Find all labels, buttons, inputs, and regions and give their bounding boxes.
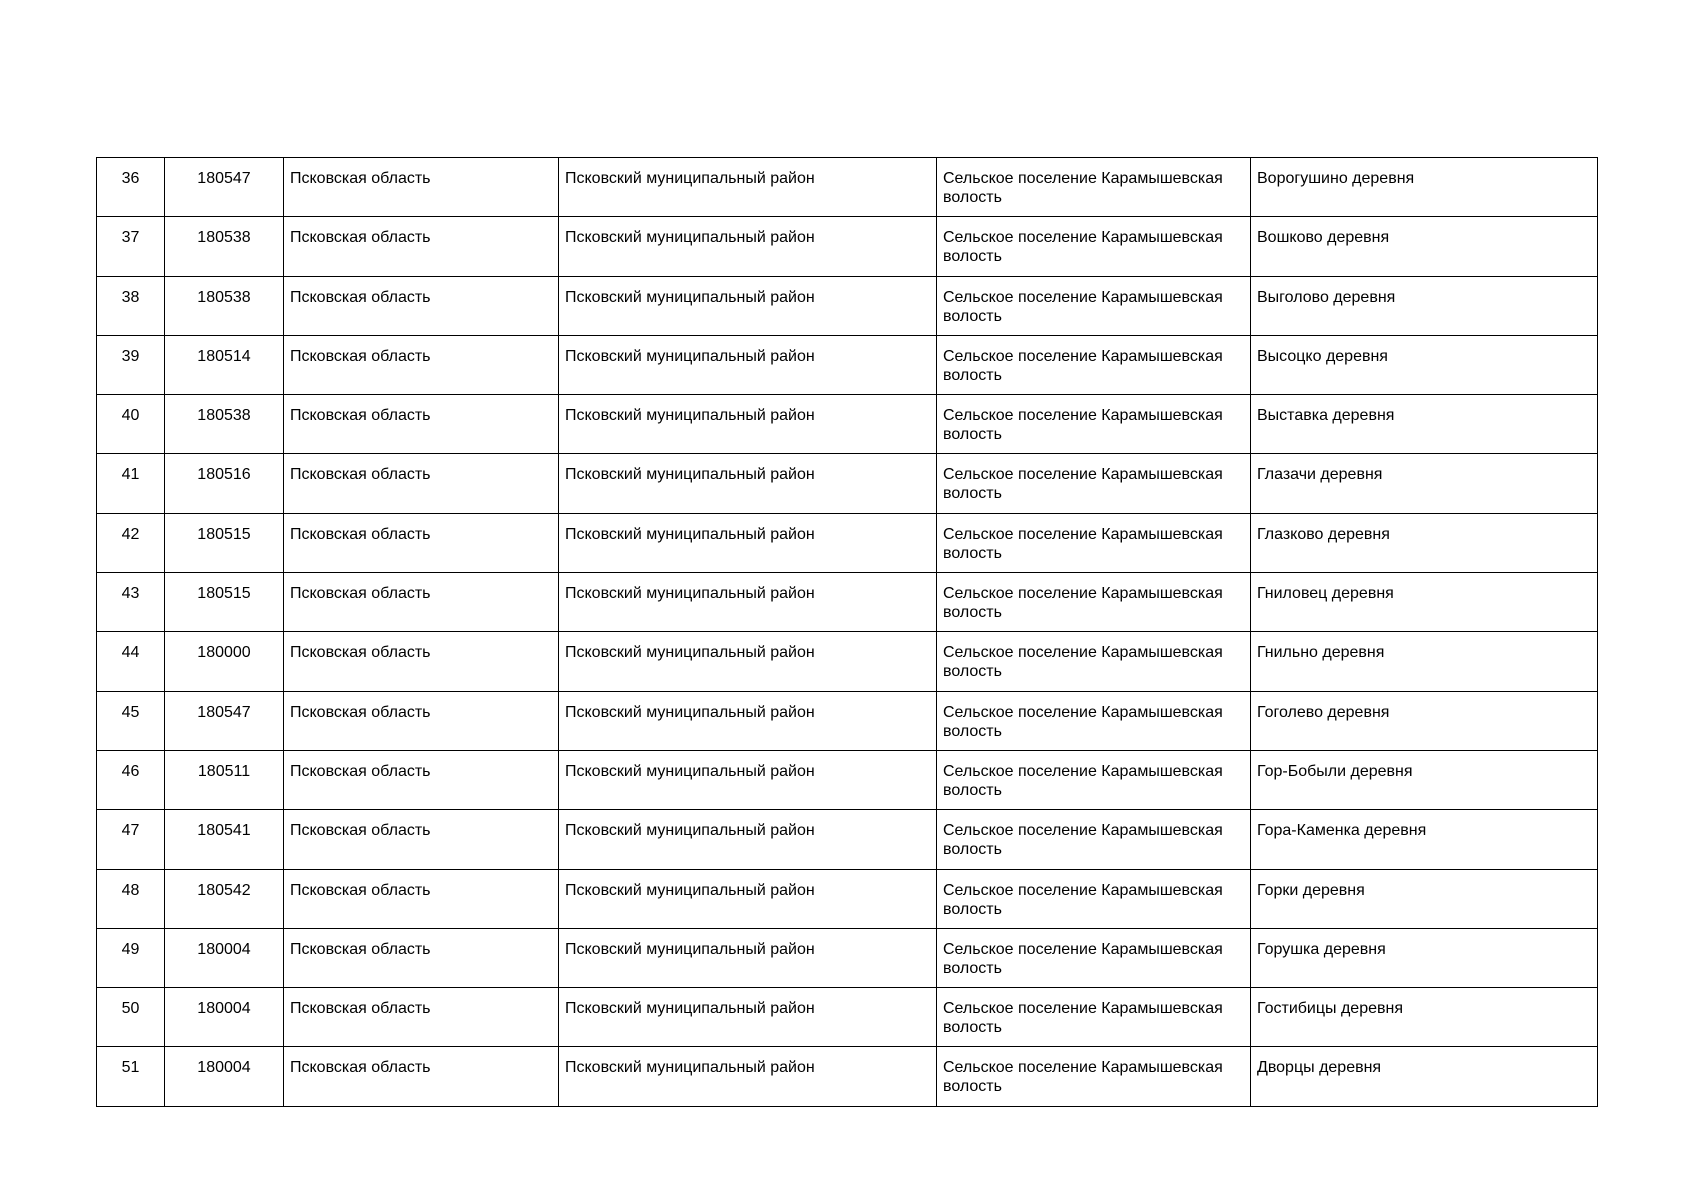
table-row [97,573,1598,632]
row-number-cell: 40 [97,395,165,454]
postal-index-cell: 180004 [165,1047,284,1106]
locality-cell: Гнильно деревня [1251,632,1598,691]
district-cell: Псковский муниципальный район [559,513,937,572]
region-cell: Псковская область [284,928,559,987]
table-row [97,513,1598,572]
table-row [97,810,1598,869]
postal-index-cell: 180511 [165,750,284,809]
postal-index-cell: 180516 [165,454,284,513]
settlement-cell: Сельское поселение Карамышевская волость [937,513,1251,572]
region-cell: Псковская область [284,750,559,809]
postal-index-cell: 180515 [165,513,284,572]
postal-index-cell: 180004 [165,988,284,1047]
settlement-cell: Сельское поселение Карамышевская волость [937,335,1251,394]
table-row [97,454,1598,513]
region-cell: Псковская область [284,513,559,572]
district-cell: Псковский муниципальный район [559,395,937,454]
district-cell: Псковский муниципальный район [559,1047,937,1106]
locality-cell: Высоцко деревня [1251,335,1598,394]
row-number-cell: 47 [97,810,165,869]
region-cell: Псковская область [284,632,559,691]
district-cell: Псковский муниципальный район [559,158,937,217]
table-row [97,750,1598,809]
postal-index-cell: 180538 [165,217,284,276]
table-row [97,395,1598,454]
district-cell: Псковский муниципальный район [559,276,937,335]
locality-cell: Выголово деревня [1251,276,1598,335]
district-cell: Псковский муниципальный район [559,810,937,869]
postal-index-cell: 180000 [165,632,284,691]
region-cell: Псковская область [284,158,559,217]
district-cell: Псковский муниципальный район [559,750,937,809]
table-row [97,869,1598,928]
region-cell: Псковская область [284,395,559,454]
region-cell: Псковская область [284,335,559,394]
locality-cell: Дворцы деревня [1251,1047,1598,1106]
row-number-cell: 42 [97,513,165,572]
table-row [97,1047,1598,1106]
table-row [97,217,1598,276]
region-cell: Псковская область [284,217,559,276]
postal-index-cell: 180538 [165,276,284,335]
settlement-cell: Сельское поселение Карамышевская волость [937,1047,1251,1106]
region-cell: Псковская область [284,869,559,928]
settlement-cell: Сельское поселение Карамышевская волость [937,750,1251,809]
district-cell: Псковский муниципальный район [559,217,937,276]
region-cell: Псковская область [284,691,559,750]
settlement-cell: Сельское поселение Карамышевская волость [937,395,1251,454]
settlement-cell: Сельское поселение Карамышевская волость [937,928,1251,987]
locality-cell: Гостибицы деревня [1251,988,1598,1047]
district-cell: Псковский муниципальный район [559,928,937,987]
district-cell: Псковский муниципальный район [559,869,937,928]
row-number-cell: 51 [97,1047,165,1106]
locality-cell: Горки деревня [1251,869,1598,928]
row-number-cell: 50 [97,988,165,1047]
postal-index-cell: 180004 [165,928,284,987]
locality-cell: Ворогушино деревня [1251,158,1598,217]
settlement-cell: Сельское поселение Карамышевская волость [937,869,1251,928]
locality-cell: Вошково деревня [1251,217,1598,276]
region-cell: Псковская область [284,1047,559,1106]
settlement-cell: Сельское поселение Карамышевская волость [937,276,1251,335]
settlement-cell: Сельское поселение Карамышевская волость [937,632,1251,691]
row-number-cell: 39 [97,335,165,394]
postal-index-cell: 180515 [165,573,284,632]
settlement-cell: Сельское поселение Карамышевская волость [937,454,1251,513]
table-row [97,632,1598,691]
row-number-cell: 36 [97,158,165,217]
locality-cell: Горушка деревня [1251,928,1598,987]
region-cell: Псковская область [284,810,559,869]
settlement-cell: Сельское поселение Карамышевская волость [937,810,1251,869]
region-cell: Псковская область [284,454,559,513]
postal-index-cell: 180541 [165,810,284,869]
locality-cell: Гоголево деревня [1251,691,1598,750]
row-number-cell: 44 [97,632,165,691]
row-number-cell: 41 [97,454,165,513]
row-number-cell: 49 [97,928,165,987]
settlement-cell: Сельское поселение Карамышевская волость [937,217,1251,276]
postal-index-cell: 180547 [165,158,284,217]
district-cell: Псковский муниципальный район [559,454,937,513]
region-cell: Псковская область [284,988,559,1047]
table-body [97,158,1598,1107]
table-row [97,988,1598,1047]
region-cell: Псковская область [284,573,559,632]
row-number-cell: 43 [97,573,165,632]
district-cell: Псковский муниципальный район [559,988,937,1047]
table-row [97,691,1598,750]
postal-index-cell: 180514 [165,335,284,394]
row-number-cell: 37 [97,217,165,276]
row-number-cell: 48 [97,869,165,928]
locality-cell: Гниловец деревня [1251,573,1598,632]
row-number-cell: 38 [97,276,165,335]
postal-index-cell: 180538 [165,395,284,454]
settlement-cell: Сельское поселение Карамышевская волость [937,573,1251,632]
region-cell: Псковская область [284,276,559,335]
locality-cell: Гора-Каменка деревня [1251,810,1598,869]
table-row [97,158,1598,217]
postal-index-cell: 180542 [165,869,284,928]
district-cell: Псковский муниципальный район [559,573,937,632]
settlement-cell: Сельское поселение Карамышевская волость [937,691,1251,750]
locality-cell: Гор-Бобыли деревня [1251,750,1598,809]
locality-cell: Глазково деревня [1251,513,1598,572]
locality-cell: Выставка деревня [1251,395,1598,454]
district-cell: Псковский муниципальный район [559,632,937,691]
settlement-cell: Сельское поселение Карамышевская волость [937,158,1251,217]
table-row [97,335,1598,394]
settlement-cell: Сельское поселение Карамышевская волость [937,988,1251,1047]
table-row [97,928,1598,987]
row-number-cell: 45 [97,691,165,750]
district-cell: Псковский муниципальный район [559,335,937,394]
district-cell: Псковский муниципальный район [559,691,937,750]
locality-cell: Глазачи деревня [1251,454,1598,513]
settlements-table [96,157,1598,1107]
postal-index-cell: 180547 [165,691,284,750]
table-row [97,276,1598,335]
row-number-cell: 46 [97,750,165,809]
